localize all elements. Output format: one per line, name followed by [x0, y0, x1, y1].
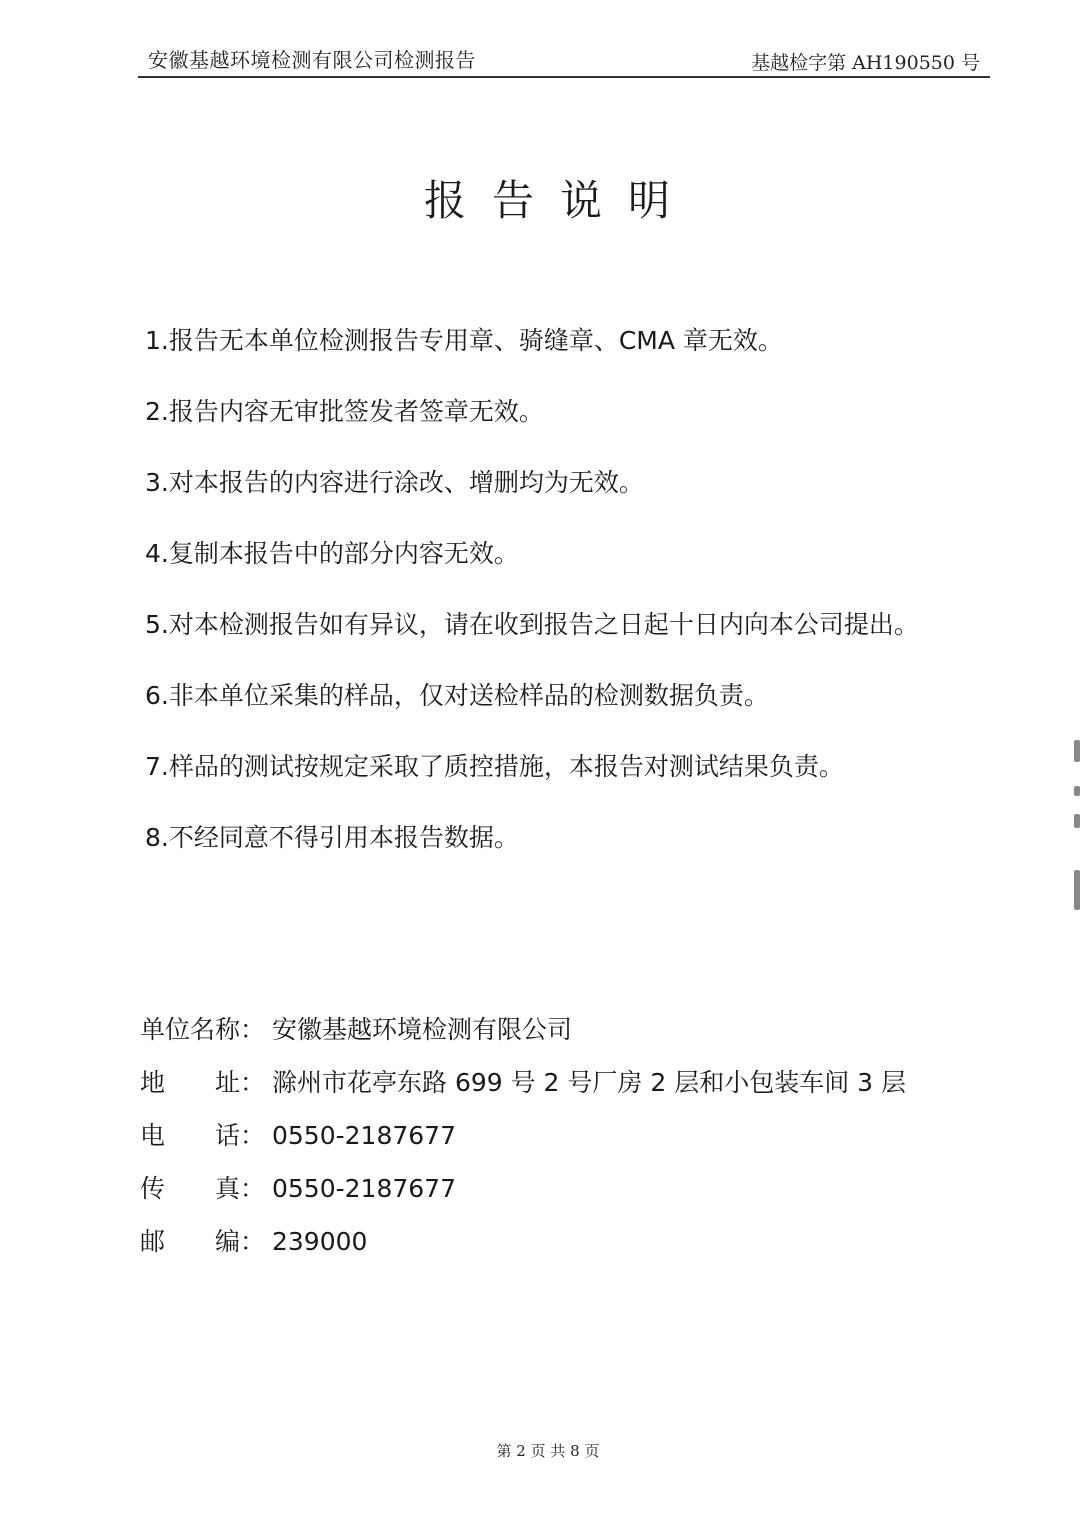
- info-row-phone: [140, 1114, 906, 1167]
- info-row-address: [140, 1061, 906, 1114]
- company-info: [140, 1008, 906, 1273]
- address-value: 滁州市花亭东路 699 号 2 号厂房 2 层和小包装车间 3 层: [272, 1068, 907, 1097]
- postcode-label: 邮 编：: [140, 1227, 266, 1256]
- seam-stamp-fragment: [1074, 870, 1080, 910]
- notes-list: [145, 320, 919, 888]
- info-row-unit: [140, 1008, 906, 1061]
- header-divider: [138, 76, 990, 78]
- note-item-4: 4.复制本报告中的部分内容无效。: [145, 539, 519, 568]
- phone-value: 0550-2187677: [272, 1121, 456, 1150]
- note-item-1: 1.报告无本单位检测报告专用章、骑缝章、CMA 章无效。: [145, 326, 783, 355]
- phone-label: 电 话：: [140, 1121, 266, 1150]
- fax-value: 0550-2187677: [272, 1174, 456, 1203]
- note-item-3: 3.对本报告的内容进行涂改、增删均为无效。: [145, 468, 644, 497]
- page-title: 报告说明: [423, 176, 696, 225]
- seam-stamp-fragment: [1074, 786, 1080, 796]
- note-item-5: 5.对本检测报告如有异议，请在收到报告之日起十日内向本公司提出。: [145, 610, 919, 639]
- note-item-6: 6.非本单位采集的样品，仅对送检样品的检测数据负责。: [145, 681, 769, 710]
- note-item-2: 2.报告内容无审批签发者签章无效。: [145, 397, 544, 426]
- unit-value: 安徽基越环境检测有限公司: [272, 1015, 573, 1044]
- note-item-8: 8.不经同意不得引用本报告数据。: [145, 823, 519, 852]
- address-label: 地 址：: [140, 1068, 266, 1097]
- report-number: 基越检字第 AH190550 号: [751, 52, 980, 74]
- postcode-value: 239000: [272, 1227, 368, 1256]
- seam-stamp-fragment: [1074, 814, 1080, 828]
- seam-stamp-edge: [1070, 740, 1080, 920]
- page-indicator: 第 2 页 共 8 页: [496, 1442, 600, 1460]
- unit-label: 单位名称：: [140, 1015, 266, 1044]
- info-row-fax: [140, 1167, 906, 1220]
- note-item-7: 7.样品的测试按规定采取了质控措施，本报告对测试结果负责。: [145, 752, 844, 781]
- company-report-title: 安徽基越环境检测有限公司检测报告: [148, 48, 476, 72]
- fax-label: 传 真：: [140, 1174, 266, 1203]
- info-row-postcode: [140, 1220, 906, 1273]
- seam-stamp-fragment: [1074, 740, 1080, 762]
